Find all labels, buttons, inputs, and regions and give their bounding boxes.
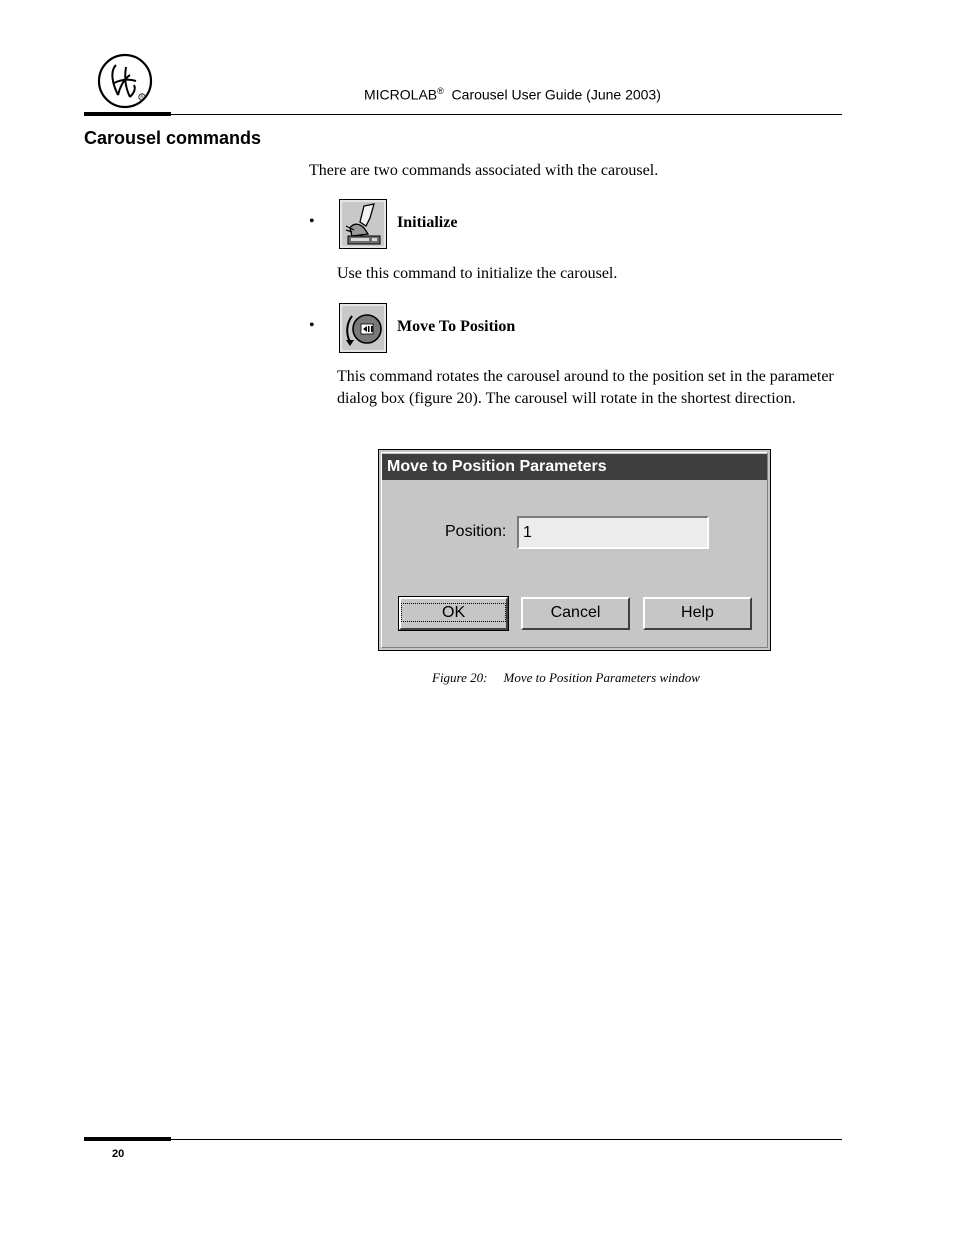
svg-text:R: R xyxy=(140,94,144,100)
ok-button[interactable] xyxy=(399,597,508,630)
page-number: 20 xyxy=(112,1148,125,1160)
help-button[interactable]: Help xyxy=(643,597,752,630)
footer-rule xyxy=(171,1139,842,1140)
section-title: Carousel commands xyxy=(84,128,262,148)
bullet: • xyxy=(309,317,315,334)
footer-rule-thick xyxy=(84,1137,171,1141)
figure-caption xyxy=(432,670,700,686)
move-to-position-icon xyxy=(339,303,387,353)
header-product: MICROLAB xyxy=(364,86,438,103)
figure-number: Figure 20: xyxy=(432,670,488,685)
header-title-rest: Carousel User Guide (June 2003) xyxy=(451,86,661,103)
position-label: Position: xyxy=(445,523,507,540)
initialize-icon xyxy=(339,199,387,249)
ok-button-label: OK xyxy=(401,603,506,622)
registered-mark: ® xyxy=(437,86,444,96)
dialog-title: Move to Position Parameters xyxy=(382,454,767,480)
running-header xyxy=(364,86,661,103)
header-rule-thick xyxy=(84,112,171,116)
figure-caption-text: Move to Position Parameters window xyxy=(503,670,700,685)
intro-paragraph: There are two commands associated with the carousel. xyxy=(309,162,659,179)
header-rule xyxy=(171,114,842,115)
position-input[interactable] xyxy=(517,516,709,549)
bullet: • xyxy=(309,213,315,230)
move-to-position-dialog xyxy=(378,449,771,651)
hamilton-logo xyxy=(96,53,156,109)
cancel-button[interactable]: Cancel xyxy=(521,597,630,630)
move-to-position-label: Move To Position xyxy=(397,318,516,335)
move-to-position-description: This command rotates the carousel around to the position set in the parameter dialog box (figure 20). The carousel will rotate in the shortest direction. xyxy=(337,368,834,407)
initialize-description: Use this command to initialize the carousel. xyxy=(337,265,618,282)
initialize-label: Initialize xyxy=(397,214,458,231)
